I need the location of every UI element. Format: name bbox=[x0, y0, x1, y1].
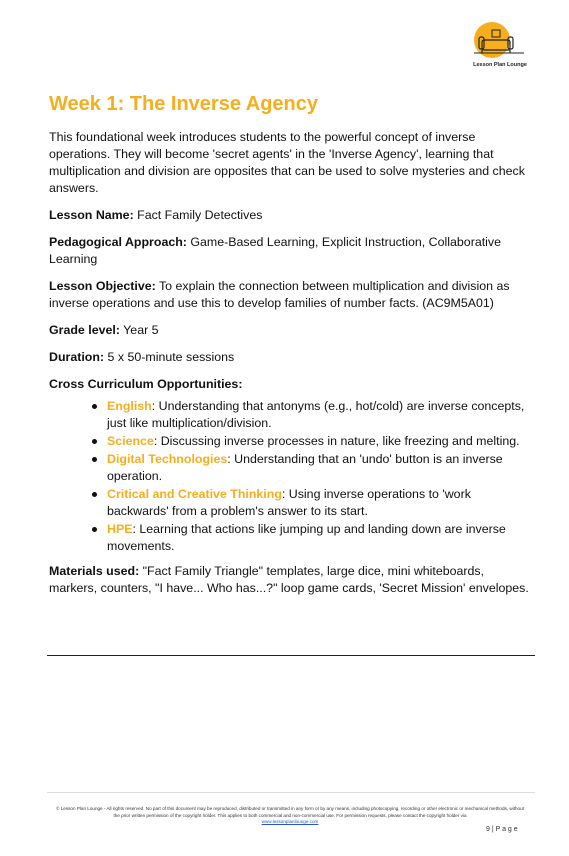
list-item bbox=[107, 433, 529, 450]
grade-level bbox=[49, 322, 529, 339]
materials-value: "Fact Family Triangle" templates, large dice, mini whiteboards, markers, counters, "I have... Who has...?" loop game cards, 'Secret Mission' envelopes. bbox=[49, 564, 529, 595]
list-item bbox=[107, 521, 529, 555]
lesson-name bbox=[49, 207, 529, 224]
grade-label: Grade level: bbox=[49, 323, 120, 337]
approach-label: Pedagogical Approach: bbox=[49, 235, 187, 249]
subject-english: English bbox=[107, 399, 152, 413]
lesson-objective bbox=[49, 278, 529, 312]
subject-text: : Discussing inverse processes in nature, like freezing and melting. bbox=[153, 434, 520, 448]
list-item bbox=[107, 451, 529, 485]
logo-text: Lesson Plan Lounge bbox=[473, 62, 527, 68]
sofa-icon bbox=[466, 18, 534, 62]
duration-label: Duration: bbox=[49, 350, 105, 364]
subject-text: : Using inverse operations to 'work backwards' from a problem's answer to its start. bbox=[107, 487, 471, 518]
page-number: 9 | P a g e bbox=[486, 826, 518, 833]
subject-critical-creative-thinking: Critical and Creative Thinking bbox=[107, 487, 282, 501]
lesson-name-label: Lesson Name: bbox=[49, 208, 134, 222]
document-body bbox=[49, 92, 529, 607]
page-title: Week 1: The Inverse Agency bbox=[49, 93, 319, 115]
subject-science: Science bbox=[107, 434, 154, 448]
objective-label: Lesson Objective: bbox=[49, 279, 156, 293]
materials bbox=[49, 563, 529, 597]
copyright-text: © Lesson Plan Lounge - All rights reserved. No part of this document may be reproduced, distributed or transmitted in any form or by any means, including photocopying, recording or other electronic or mechanical methods, without the prior written permission of the copyright holder. This applies to both commercial and non-commercial use. For permission requests, please contact the copyright holder via bbox=[56, 806, 524, 818]
footer-divider bbox=[47, 792, 535, 793]
list-item bbox=[107, 398, 529, 432]
duration bbox=[49, 349, 529, 366]
subject-text: : Learning that actions like jumping up and landing down are inverse movements. bbox=[107, 522, 506, 553]
subject-text: : Understanding that an 'undo' button is an inverse operation. bbox=[107, 452, 503, 483]
cross-label: Cross Curriculum Opportunities: bbox=[49, 377, 243, 391]
lesson-name-value: Fact Family Detectives bbox=[133, 208, 263, 222]
subject-digital-technologies: Digital Technologies bbox=[107, 452, 228, 466]
logo bbox=[466, 18, 534, 76]
cross-curriculum-list bbox=[49, 398, 529, 555]
cross-curriculum-heading bbox=[49, 376, 529, 393]
website-link[interactable]: www.lessonplanlounge.com bbox=[261, 819, 319, 824]
objective-value: To explain the connection between multiplication and division as inverse operations and use this to develop families of number facts. (AC9M5A01) bbox=[49, 279, 510, 310]
subject-hpe: HPE bbox=[107, 522, 133, 536]
list-item bbox=[107, 486, 529, 520]
duration-value: 5 x 50-minute sessions bbox=[104, 350, 235, 364]
intro-paragraph: This foundational week introduces students to the powerful concept of inverse operations. They will become 'secret agents' in the 'Inverse Agency', learning that multiplication and division are opposites that can be used to solve mysteries and check answers. bbox=[49, 130, 525, 195]
materials-label: Materials used: bbox=[49, 564, 140, 578]
grade-value: Year 5 bbox=[119, 323, 159, 337]
approach-value: Game-Based Learning, Explicit Instruction, Collaborative Learning bbox=[49, 235, 501, 266]
pedagogical-approach bbox=[49, 234, 529, 268]
subject-text: : Understanding that antonyms (e.g., hot/cold) are inverse concepts, just like multiplication/division. bbox=[107, 399, 525, 430]
section-divider bbox=[47, 655, 535, 656]
copyright-footer bbox=[55, 806, 525, 826]
